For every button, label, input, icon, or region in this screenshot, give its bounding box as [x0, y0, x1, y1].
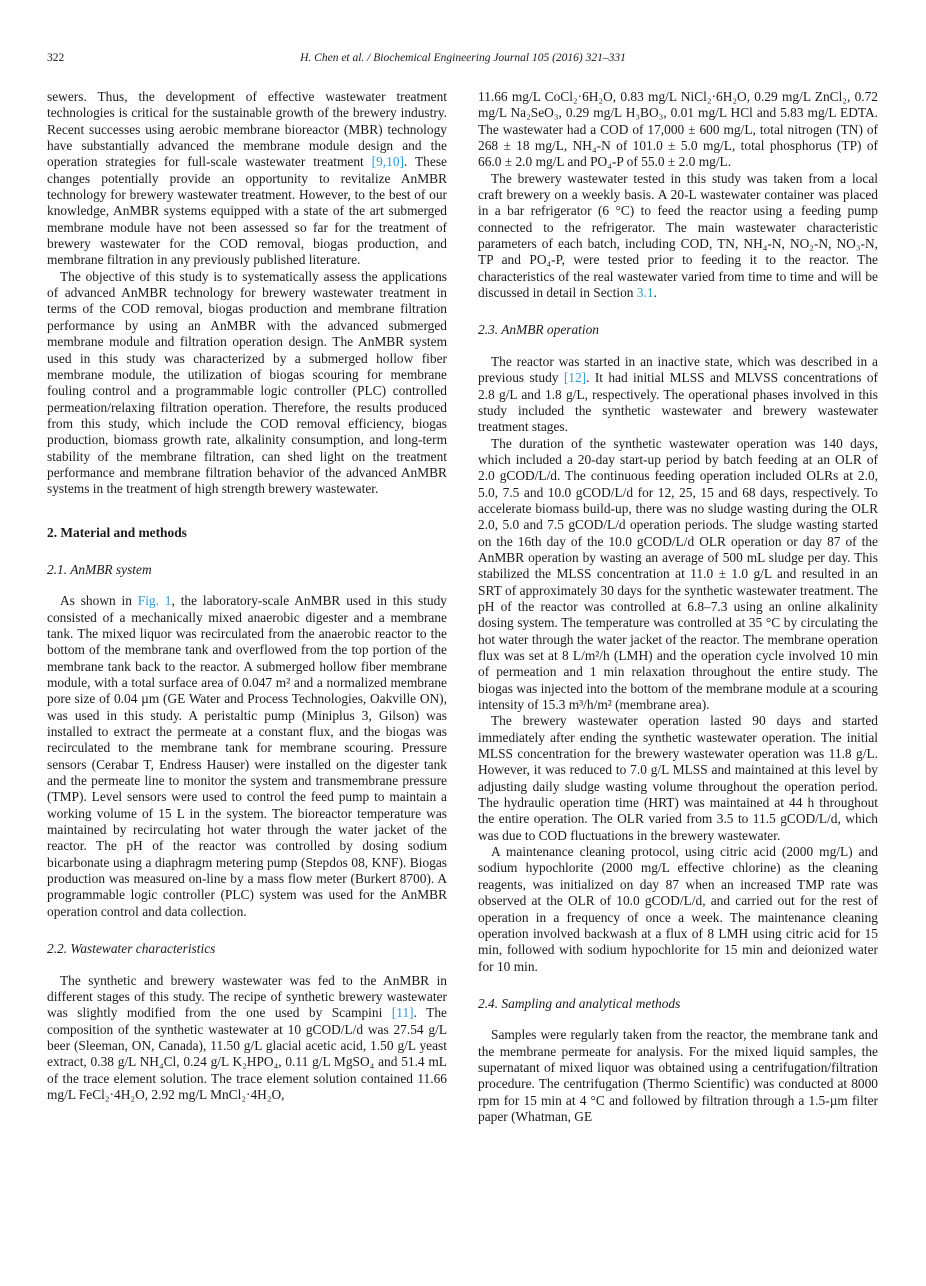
text-segment: .	[653, 285, 657, 301]
citation-link[interactable]: [9,10]	[371, 154, 405, 170]
paragraph	[478, 436, 878, 714]
text-segment: The objective of this study is to systematically assess the applications of advanced AnMBR technology for brewery wastewater treatment in terms of the COD removal, biogas production and membrane filtration performance by using an AnMBR with the advanced submerged membrane module and filtration operation design. The AnMBR system used in this study was characterized by a submerged hollow fiber membrane module, the utilization of biogas scouring for membrane fouling control and a programmable logic controller (PLC) controlled permeation/relaxing filtration operation. Therefore, the results produced from this study, which include the COD removal efficiency, biogas production, biomass growth rate, alkalinity consumption, and long-term stability of the membrane filtration, can shed light on the treatment performance and membrane filtration behavior of the advanced AnMBR systems in the treatment of high strength brewery wastewater.	[47, 268, 447, 497]
subsection-heading-anmbr-operation: 2.3. AnMBR operation	[478, 322, 599, 338]
two-column-body	[47, 89, 879, 1125]
text-segment: . These changes potentially provide an opportunity to revitalize AnMBR technology for brewery wastewater treatment. However, to the best of our knowledge, AnMBR systems equipped with a state of the art submerged membrane module have not been assessed so far for the treatment of brewery wastewater for the COD removal, biogas production, and membrane filtration in any previously published literature.	[47, 154, 447, 268]
paragraph	[47, 973, 447, 1104]
paragraph	[478, 844, 878, 975]
citation-link[interactable]: [12]	[563, 370, 587, 386]
text-segment: The brewery wastewater operation lasted 90 days and started immediately after ending the synthetic wastewater operation. The initial MLSS concentration for the brewery wastewater operation was 11.8 g/L. However, it was reduced to 7.0 g/L MLSS and maintained at this level by adjusting daily sludge wasting volume throughout the operation period. The hydraulic operation time (HRT) was maintained at 44 h throughout the entire operation. The OLR varied from 3.5 to 11.5 gCOD/L/d, which was due to COD fluctuations in the brewery wastewater.	[478, 713, 878, 843]
running-head: H. Chen et al. / Biochemical Engineering Journal 105 (2016) 321–331	[300, 52, 626, 64]
text-segment: sewers. Thus, the development of effective wastewater treatment technologies is critical for the sustainable growth of the brewery industry. Recent successes using aerobic membrane bioreactor (MBR) technology have substantially advanced the membrane module design and the operation strategies for full-scale wastewater treatment	[47, 89, 447, 170]
text-segment: Samples were regularly taken from the reactor, the membrane tank and the membrane permeate for analysis. For the mixed liquid samples, the supernatant of mixed liquor was obtained using a centrifugation/filtration procedure. The centrifugation (Thermo Scientific) was conducted at 8000 rpm for 15 min at 4 °C and followed by filtration through a 1.5-µm filter paper (Whatman, GE	[478, 1027, 878, 1124]
text-segment: The duration of the synthetic wastewater operation was 140 days, which included a 20-day start-up period by batch feeding at an OLR of 2.0 gCOD/L/d. The continuous feeding operation included OLRs at 2.0, 5.0, 7.5 and 10.0 gCOD/L/d for 12, 25, 15 and 68 days, respectively. To accelerate biomass build-up, there was no sludge wasting during the OLR 2.0, 5.0 and 7.5 gCOD/L/d operation periods. The sludge wasting started on the 16th day of the 10.0 gCOD/L/d OLR operation or day 87 of the AnMBR operation by wasting an average of 500 mL sludge per day. This stabilized the MLSS concentration at 11.0 ± 1.0 g/L and resulted in an SRT of approximately 30 days for the synthetic wastewater treatment. The pH of the reactor was controlled at 6.8–7.3 using an online alkalinity dosing system. The temperature was controlled at 35 °C by circulating the hot water through the water jacket of the reactor. The membrane operation flux was set at 8 L/m²/h (LMH) and the operation cycle involved 10 min of permeation and 1 min relaxation throughout the entire study. The biogas was injected into the bottom of the membrane module at a scouring intensity of 15.3 m³/h/m² (membrane area).	[478, 435, 878, 713]
text-segment: The brewery wastewater tested in this study was taken from a local craft brewery on a weekly basis. A 20-L wastewater container was placed in a bar refrigerator (6 °C) to feed the reactor using a feeding pump connected to the refrigerator. The main wastewater characteristic parameters of each batch, including COD, TN, NH₄-N, NO₂-N, NO₃-N, TP and PO₄-P, were tested prior to feeding it to the reactor. The characteristics of the real wastewater varied from time to time and will be discussed in detail in Section	[478, 170, 878, 301]
paragraph	[47, 89, 447, 269]
text-segment: . It had initial MLSS and MLVSS concentrations of 2.8 g/L and 1.8 g/L, respectively. The operational phases involved in this study included the synthetic wastewater and brewery wastewater treatment stages.	[478, 370, 878, 435]
paragraph	[47, 593, 447, 920]
subsection-heading-sampling-methods: 2.4. Sampling and analytical methods	[478, 995, 681, 1011]
text-segment: As shown in	[60, 593, 138, 609]
text-segment: , the laboratory-scale AnMBR used in this study consisted of a mechanically mixed anaerobic digester and a membrane tank. The mixed liquor was recirculated from the anaerobic reactor to the bottom of the membrane tank and overflowed from the top portion of the membrane tank back to the reactor. A submerged hollow fiber membrane module, with a total surface area of 0.047 m² and a normalized membrane pore size of 0.04 µm (GE Water and Process Technologies, Oakville ON), was used in this study. A peristaltic pump (Miniplus 3, Gilson) was installed to extract the permeate at a constant flux, and the biogas was recirculated to the membrane tank for membrane scouring. Pressure sensors (Cerabar T, Endress Hauser) were installed on the digester tank and the permeate line to monitor the system and transmembrane pressure (TMP). Level sensors were used to control the feed pump to maintain a working volume of 15 L in the system. The bioreactor temperature was maintained by recirculating hot water through the water jacket of the reactor. The pH of the reactor was controlled by dosing sodium bicarbonate using a diaphragm metering pump (Stepdos 08, KNF). Biogas production was measured on-line by a mass flow meter (Burkert 8700). A programmable logic controller (PLC) system was used for the AnMBR operation control and data collection.	[47, 593, 448, 919]
text-segment: A maintenance cleaning protocol, using citric acid (2000 mg/L) and sodium hypochlorite (2000 mg/L effective chlorine) as the cleaning reagents, was initialized on day 87 when an increased TMP rate was observed at the OLR of 10.0 gCOD/L/d, and carried out for the rest of operation in a frequency of once a week. The maintenance cleaning operation involved backwash at a flux of 8 LMH using citric acid for 15 min, followed with sodium hypochlorite for 15 min and deionized water for 10 min.	[478, 844, 878, 974]
paragraph	[478, 1027, 878, 1125]
citation-link[interactable]: [11]	[391, 1005, 414, 1021]
page-header	[47, 52, 879, 66]
citation-link[interactable]: Fig. 1	[137, 593, 172, 609]
paragraph	[47, 269, 447, 498]
citation-link[interactable]: 3.1	[636, 285, 654, 301]
paragraph	[478, 171, 878, 302]
paragraph	[478, 713, 878, 844]
text-segment: The synthetic and brewery wastewater was fed to the AnMBR in different stages of this study. The recipe of synthetic brewery wastewater was slightly modified from the one used by Scampini	[47, 972, 447, 1021]
paragraph	[478, 354, 878, 436]
text-segment: 11.66 mg/L CoCl₂·6H₂O, 0.83 mg/L NiCl₂·6H₂O, 0.29 mg/L ZnCl₂, 0.72 mg/L Na₂SeO₃, 0.29 mg/L H₃BO₃, 0.01 mg/L HCl and 5.83 mg/L EDTA. The wastewater had a COD of 17,000 ± 600 mg/L, total nitrogen (TN) of 268 ± 18 mg/L, NH₄-N of 101.0 ± 5.0 mg/L, total phosphorus (TP) of 66.0 ± 2.0 mg/L and PO₄-P of 55.0 ± 2.0 mg/L.	[478, 89, 878, 170]
journal-page	[0, 52, 926, 1125]
text-segment: The reactor was started in an inactive state, which was described in a previous study	[478, 353, 878, 386]
right-column	[478, 89, 878, 1125]
subsection-heading-anmbr-system: 2.1. AnMBR system	[47, 561, 152, 577]
text-segment: . The composition of the synthetic wastewater at 10 gCOD/L/d was 27.54 g/L beer (Sleeman, ON, Canada), 11.50 g/L glacial acetic acid, 1.50 g/L yeast extract, 0.38 g/L NH₄Cl, 0.24 g/L K₂HPO₄, 0.11 g/L MgSO₄ and 51.4 mL of the trace element solution. The trace element solution contained 11.66 mg/L FeCl₂·4H₂O, 2.92 mg/L MnCl₂·4H₂O,	[47, 1005, 447, 1102]
left-column	[47, 89, 447, 1125]
paragraph	[478, 89, 878, 171]
section-heading-material-and-methods: 2. Material and methods	[47, 524, 187, 540]
page-number: 322	[47, 52, 65, 64]
subsection-heading-wastewater-characteristics: 2.2. Wastewater characteristics	[47, 941, 216, 957]
